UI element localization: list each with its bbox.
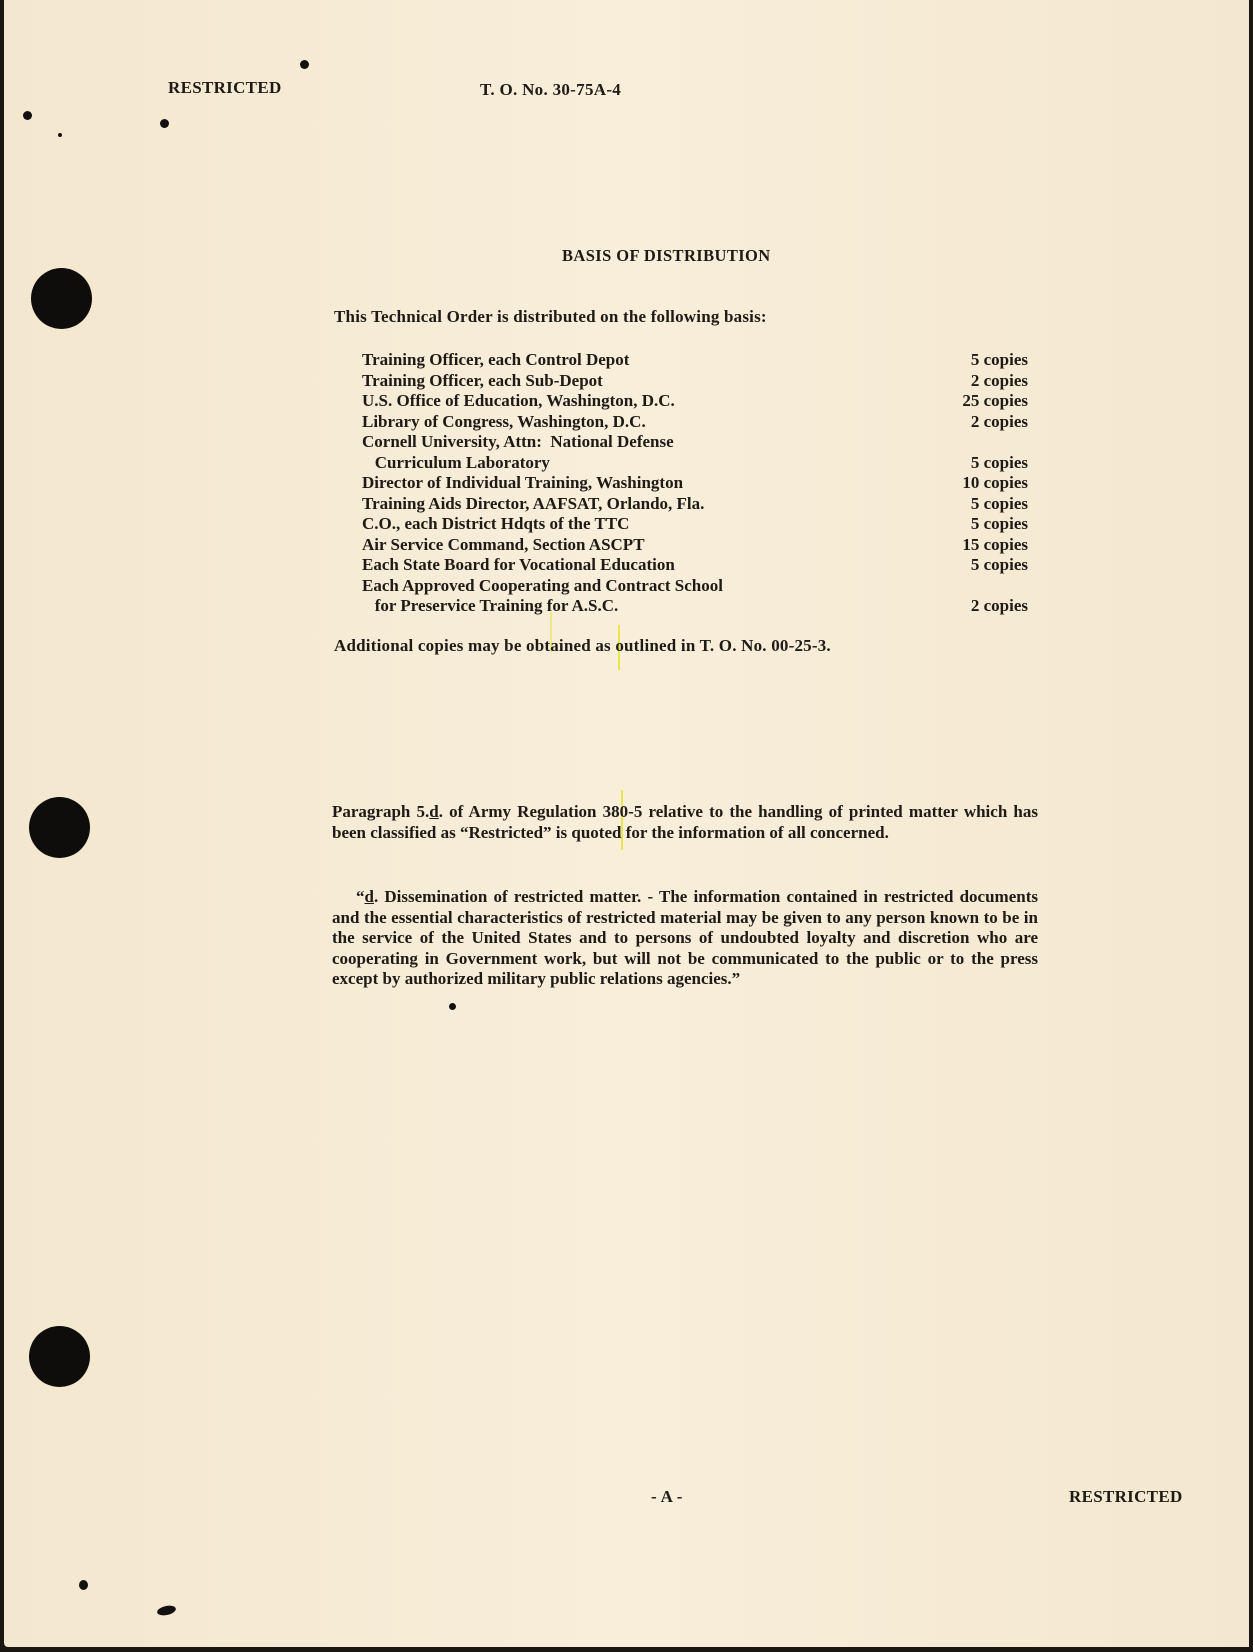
quote-letter: d <box>364 887 374 906</box>
distribution-row <box>362 596 1028 617</box>
section-title: BASIS OF DISTRIBUTION <box>562 246 771 265</box>
binder-hole-top <box>31 268 92 329</box>
recipient: Training Officer, each Sub-Depot <box>362 370 603 390</box>
ink-speck <box>79 1580 88 1590</box>
recipient: Training Officer, each Control Depot <box>362 350 630 369</box>
distribution-row <box>362 432 1028 453</box>
ink-speck <box>23 111 32 120</box>
recipient: Training Aids Director, AAFSAT, Orlando, Fla. <box>362 493 705 513</box>
ink-speck <box>58 133 62 137</box>
copies: 5 copies <box>970 555 1028 574</box>
distribution-row <box>362 453 1028 474</box>
ink-speck <box>449 1003 456 1010</box>
distribution-row <box>362 514 1028 535</box>
recipient: C.O., each District Hdqts of the TTC <box>362 514 630 533</box>
header-classification: RESTRICTED <box>168 78 282 97</box>
copies: 25 copies <box>962 391 1028 410</box>
distribution-list <box>362 350 1028 617</box>
recipient: for Preservice Training for A.S.C. <box>362 596 619 615</box>
ink-speck <box>160 119 169 128</box>
copies: 5 copies <box>970 514 1028 533</box>
distribution-row <box>362 371 1028 392</box>
recipient: U.S. Office of Education, Washington, D.C. <box>362 391 675 410</box>
regulation-paragraph <box>332 802 1038 843</box>
paragraph-prefix: Paragraph 5. <box>332 802 430 821</box>
document-page <box>4 0 1249 1647</box>
ink-speck <box>156 1604 176 1617</box>
distribution-row <box>362 412 1028 433</box>
paragraph-letter: d <box>429 802 439 821</box>
recipient: Cornell University, Attn: National Defense <box>362 432 674 451</box>
distribution-row <box>362 555 1028 576</box>
copies: 10 copies <box>962 473 1028 492</box>
recipient: Each State Board for Vocational Education <box>362 555 675 574</box>
copies: 2 copies <box>970 370 1028 390</box>
distribution-row <box>362 473 1028 494</box>
copies: 2 copies <box>970 596 1028 615</box>
recipient: Curriculum Laboratory <box>362 452 550 472</box>
ink-speck <box>300 60 309 69</box>
copies: 5 copies <box>970 350 1028 369</box>
distribution-row <box>362 576 1028 597</box>
additional-copies-note: Additional copies may be obtained as outlined in T. O. No. 00-25-3. <box>334 636 831 655</box>
copies: 2 copies <box>970 411 1028 431</box>
distribution-row <box>362 494 1028 515</box>
distribution-row <box>362 350 1028 371</box>
paragraph-text: . of Army Regulation 380-5 relative to the handling of printed matter which has been classified as “Restricted” is quoted for the information of all concerned. <box>332 802 1038 842</box>
binder-hole-middle <box>29 797 90 858</box>
copies: 5 copies <box>970 452 1028 472</box>
distribution-row <box>362 391 1028 412</box>
recipient: Air Service Command, Section ASCPT <box>362 534 645 554</box>
copies: 5 copies <box>970 493 1028 513</box>
section-intro: This Technical Order is distributed on the following basis: <box>334 307 767 326</box>
footer-classification: RESTRICTED <box>1069 1487 1183 1506</box>
distribution-row <box>362 535 1028 556</box>
recipient: Director of Individual Training, Washington <box>362 473 684 492</box>
quoted-regulation <box>332 887 1038 990</box>
open-quote: “ <box>356 887 365 906</box>
binder-hole-bottom <box>29 1326 90 1387</box>
recipient: Library of Congress, Washington, D.C. <box>362 411 646 431</box>
recipient: Each Approved Cooperating and Contract School <box>362 575 723 595</box>
page-label: - A - <box>651 1487 683 1506</box>
copies: 15 copies <box>962 534 1028 554</box>
header-document-number: T. O. No. 30-75A-4 <box>480 80 622 99</box>
quote-text: . Dissemination of restricted matter. - The information contained in restricted documents and the essential characteristics of restricted material may be given to any person known to be in the service of the United States and to persons of undoubted loyalty and discretion who are cooperating in Government work, but will not be communicated to the public or to the press except by authorized military public relations agencies.” <box>332 887 1038 988</box>
